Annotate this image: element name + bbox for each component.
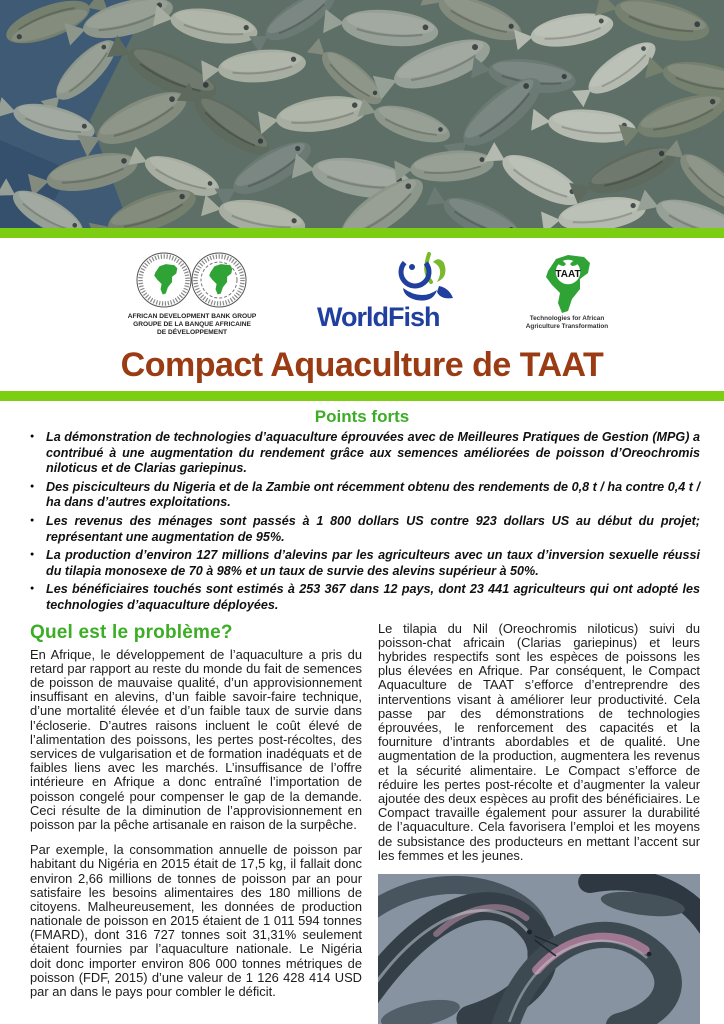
- taat-tagline-2: Agriculture Transformation: [525, 323, 609, 331]
- afdb-logo: [97, 250, 287, 338]
- logo-row: [0, 250, 724, 342]
- taat-tagline: [526, 315, 608, 332]
- bullet-item-2: ● Des pisciculteurs du Nigeria et de la Zambie ont récemment obtenu des rendements de 0,8 t / ha contre 0,4 t / ha dans d’autres exploitations.: [30, 480, 700, 511]
- problem-paragraph-1: En Afrique, le développement de l’aquaculture a pris du retard par rapport au reste du monde du fait de semences de poisson de mauvaise qualité, d’un approvisionnement insuffisant en alevins, d’un faible savoir-faire technique, d’une mortalité élevée et d’un faible taux de survie dans l’écloserie. D’autres raisons incluent le coût élevé de l’alimentation des poissons, les pertes post-récoltes, des services de vulgarisation et de formation inadéquats et de faibles liens avec les marchés. L’insuffisance de l’offre intérieure en Afrique a donc entraîné l’importation de poisson congelé pour compenser le gap de la demande. Ceci résulte de la diminution de l’approvisionnement en poisson par la pêche artisanale en raison de la surpêche.: [30, 646, 362, 832]
- taat-africa-icon: [530, 250, 604, 314]
- taat-tagline-1: Technologies for African: [529, 315, 605, 322]
- bullet-item-3: ● Les revenus des ménages sont passés à 1 800 dollars US contre 923 dollars US au début du projet; représentant une augmentation de 95%.: [30, 514, 700, 545]
- page-title: Compact Aquaculture de TAAT: [120, 346, 604, 384]
- tilapia-photo-art: [0, 0, 724, 228]
- taat-wordmark: TAAT: [555, 269, 581, 280]
- worldfish-logo: [317, 252, 477, 333]
- afdb-line-2: GROUPE DE LA BANQUE AFRICAINE: [133, 321, 251, 329]
- catfish-photo-art: [378, 874, 700, 1024]
- bullet-item-1: ● La démonstration de technologies d’aquaculture éprouvées avec de Meilleures Pratiques de Gestion (MPG) a contribué à une augmentation du rendement grâce aux semences améliorées de poisson d’Oreochromis niloticus et de Clarias gariepinus.: [30, 430, 700, 477]
- problem-right-column: [378, 622, 700, 1024]
- catfish-photo: [378, 874, 700, 1024]
- worldfish-fish-icon: [395, 252, 459, 306]
- afdb-line-1: AFRICAN DEVELOPMENT BANK GROUP: [127, 313, 257, 320]
- worldfish-wordmark: WorldFish: [317, 302, 440, 332]
- green-divider-top: [0, 228, 724, 238]
- problem-section: [0, 622, 724, 1024]
- bullet-item-5: ● Les bénéficiaires touchés sont estimés à 253 367 dans 12 pays, dont 23 441 agriculteurs qui ont adopté les technologies d’aquaculture déployées.: [30, 582, 700, 613]
- problem-heading: Quel est le problème?: [30, 621, 233, 643]
- problem-paragraph-2: Par exemple, la consommation annuelle de poisson par habitant du Nigéria en 2015 était de 17,5 kg, il fallait donc environ 2,66 millions de tonnes de poisson par an pour satisfaire les besoins alimentaires des 180 millions de citoyens. Malheureusement, les données de production nationale de poisson en 2015 étaient de 1 011 594 tonnes (FMARD), dont 316 727 tonnes soit 31,31% seulement étaient fournies par l’aquaculture nationale. Le Nigéria doit donc importer environ 806 000 tonnes métriques de poisson (FDF, 2015) d’une valeur de 1 126 428 414 USD par an dans le pays pour combler le déficit.: [30, 842, 362, 1000]
- points-forts-list: [30, 430, 700, 614]
- bullet-item-4: ● La production d’environ 127 millions d’alevins par les agriculteurs avec un taux d’inversion sexuelle réussi du tilapia monosexe de 70 à 98% et un taux de survie des alevins supérieur à 50%.: [30, 548, 700, 579]
- afdb-logo-text: [128, 313, 257, 338]
- points-forts-heading: Points forts: [314, 407, 410, 426]
- problem-paragraph-3: Le tilapia du Nil (Oreochromis niloticus) suivi du poisson-chat africain (Clarias gariepinus) et leurs hybrides respectifs sont les espèces de poissons les plus élevées en Afrique. Par conséquent, le Compact Aquaculture de TAAT s’efforce d’entreprendre des interventions visant à améliorer leur productivité. Cela passe par des démonstrations de technologies éprouvées, le renforcement des capacités et la fourniture d’intrants abordables et de qualité. Une augmentation de la production, augmentera les revenus et la sécurité alimentaire. Le Compact s’efforce de réduire les pertes post-récolte et d’augmenter la valeur ajoutée des deux espèces au profit des bénéficiaires. Le Compact travaille également pour assurer la durabilité de l’aquaculture. Cela favorisera l’emploi et les moyens de subsistance des producteurs en mettant l’accent sur les femmes et les jeunes.: [378, 620, 700, 863]
- tilapia-photo: [0, 0, 724, 228]
- afdb-emblem-icon: [131, 250, 253, 312]
- green-divider-title: [0, 391, 724, 401]
- afdb-line-3: DE DÉVELOPPEMENT: [157, 329, 227, 337]
- taat-logo: [507, 250, 627, 332]
- problem-left-column: [30, 622, 362, 1024]
